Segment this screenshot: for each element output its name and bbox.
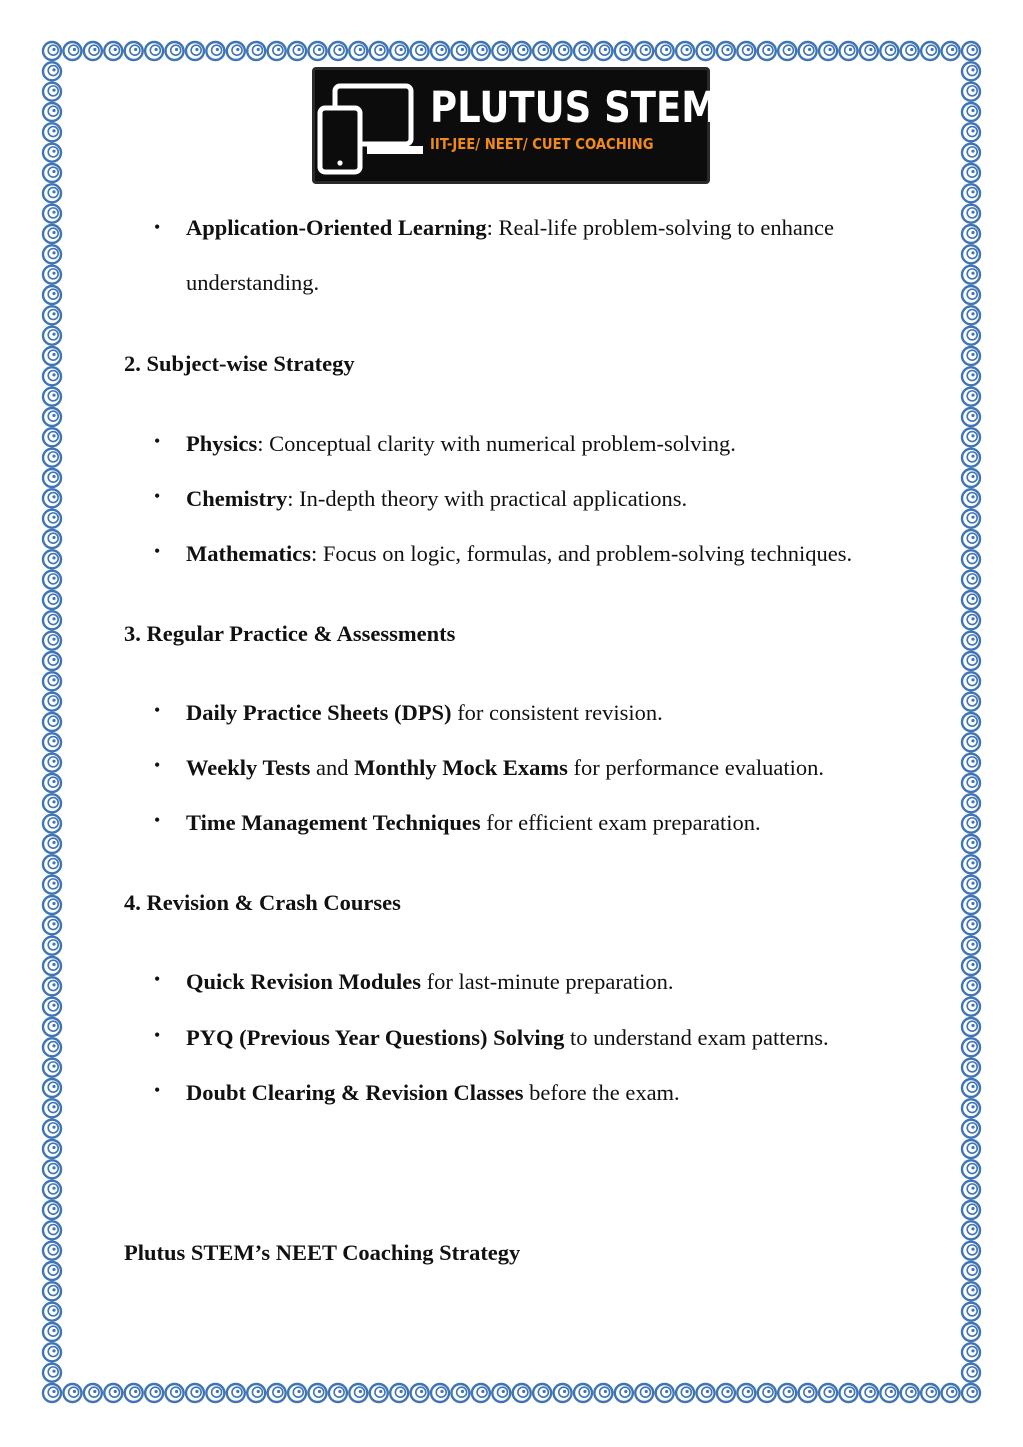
spiral-circle-icon (43, 550, 61, 568)
spiral-circle-icon (43, 367, 61, 385)
spiral-circle-icon (942, 1384, 960, 1402)
item-bold: PYQ (Previous Year Questions) Solving (186, 1025, 565, 1050)
spiral-circle-icon (288, 1384, 306, 1402)
spiral-circle-icon (43, 144, 61, 162)
spiral-circle-icon (43, 1262, 61, 1280)
spiral-circle-icon (635, 1384, 653, 1402)
spiral-circle-icon (43, 611, 61, 629)
spiral-circle-icon (43, 794, 61, 812)
spiral-circle-icon (390, 42, 408, 60)
spiral-circle-icon (962, 855, 980, 873)
spiral-circle-icon (962, 103, 980, 121)
spiral-circle-icon (43, 774, 61, 792)
spiral-circle-icon (962, 83, 980, 101)
spiral-circle-icon (43, 591, 61, 609)
spiral-circle-icon (962, 1140, 980, 1158)
item-text: : Conceptual clarity with numerical problem-solving. (257, 431, 736, 456)
spiral-circle-icon (43, 1303, 61, 1321)
spiral-circle-icon (43, 1059, 61, 1077)
spiral-circle-icon (43, 62, 61, 80)
spiral-circle-icon (962, 1221, 980, 1239)
spiral-circle-icon (43, 855, 61, 873)
spiral-circle-icon (125, 1384, 143, 1402)
spiral-circle-icon (533, 1384, 551, 1402)
bullet-icon: • (154, 541, 161, 561)
bullet-icon: • (154, 969, 161, 989)
spiral-circle-icon (962, 1323, 980, 1341)
spiral-circle-icon (839, 1384, 857, 1402)
spiral-circle-icon (962, 611, 980, 629)
spiral-circle-icon (962, 42, 980, 60)
spiral-circle-icon (962, 977, 980, 995)
spiral-circle-icon (166, 42, 184, 60)
spiral-circle-icon (962, 1079, 980, 1097)
spiral-circle-icon (43, 1038, 61, 1056)
spiral-circle-icon (880, 1384, 898, 1402)
spiral-circle-icon (962, 62, 980, 80)
spiral-circle-icon (43, 672, 61, 690)
footer-heading-neet-strategy: Plutus STEM’s NEET Coaching Strategy (124, 1240, 521, 1265)
spiral-circle-icon (43, 1160, 61, 1178)
bullet-icon: • (154, 1080, 161, 1100)
item-text-continued: understanding. (186, 270, 320, 295)
spiral-circle-icon (43, 652, 61, 670)
spiral-circle-icon (43, 1201, 61, 1219)
spiral-circle-icon (43, 916, 61, 934)
spiral-circle-icon (962, 408, 980, 426)
bullet-icon: • (154, 700, 161, 720)
spiral-circle-icon (962, 184, 980, 202)
spiral-circle-icon (799, 1384, 817, 1402)
spiral-circle-icon (329, 42, 347, 60)
spiral-circle-icon (43, 1018, 61, 1036)
spiral-circle-icon (962, 998, 980, 1016)
spiral-circle-icon (43, 510, 61, 528)
spiral-circle-icon (43, 835, 61, 853)
spiral-circle-icon (962, 205, 980, 223)
logo-title: PLUTUS STEM (430, 83, 719, 133)
spiral-circle-icon (962, 327, 980, 345)
spiral-circle-icon (206, 42, 224, 60)
section-heading-revision-crash: 4. Revision & Crash Courses (124, 890, 401, 915)
spiral-circle-icon (43, 83, 61, 101)
bullet-icon: • (154, 810, 161, 830)
spiral-circle-icon (43, 571, 61, 589)
spiral-circle-icon (513, 1384, 531, 1402)
item-text: to understand exam patterns. (564, 1025, 829, 1050)
spiral-circle-icon (43, 998, 61, 1016)
spiral-circle-icon (962, 1018, 980, 1036)
spiral-circle-icon (962, 1364, 980, 1382)
spiral-circle-icon (962, 550, 980, 568)
spiral-circle-icon (554, 1384, 572, 1402)
spiral-circle-icon (962, 957, 980, 975)
spiral-circle-icon (513, 42, 531, 60)
spiral-circle-icon (84, 1384, 102, 1402)
spiral-circle-icon (962, 652, 980, 670)
spiral-circle-icon (206, 1384, 224, 1402)
spiral-circle-icon (594, 42, 612, 60)
spiral-circle-icon (635, 42, 653, 60)
spiral-circle-icon (962, 1099, 980, 1117)
spiral-circle-icon (227, 42, 245, 60)
spiral-circle-icon (125, 42, 143, 60)
spiral-circle-icon (43, 469, 61, 487)
spiral-circle-icon (370, 42, 388, 60)
spiral-circle-icon (43, 632, 61, 650)
spiral-circle-icon (962, 449, 980, 467)
spiral-circle-icon (962, 164, 980, 182)
spiral-circle-icon (451, 1384, 469, 1402)
spiral-circle-icon (901, 1384, 919, 1402)
spiral-circle-icon (962, 937, 980, 955)
spiral-circle-icon (962, 144, 980, 162)
spiral-circle-icon (247, 42, 265, 60)
spiral-circle-icon (697, 1384, 715, 1402)
spiral-circle-icon (43, 815, 61, 833)
spiral-circle-icon (962, 713, 980, 731)
spiral-circle-icon (656, 42, 674, 60)
spiral-circle-icon (43, 876, 61, 894)
spiral-circle-icon (962, 367, 980, 385)
spiral-circle-icon (962, 835, 980, 853)
spiral-circle-icon (43, 754, 61, 772)
spiral-circle-icon (145, 42, 163, 60)
spiral-circle-icon (43, 896, 61, 914)
spiral-circle-icon (43, 1343, 61, 1361)
item-bold: Time Management Techniques (186, 810, 481, 835)
spiral-circle-icon (43, 1181, 61, 1199)
spiral-circle-icon (737, 42, 755, 60)
item-bold: Mathematics (186, 541, 311, 566)
spiral-circle-icon (43, 957, 61, 975)
spiral-circle-icon (901, 42, 919, 60)
item-bold-second: Monthly Mock Exams (354, 755, 568, 780)
spiral-circle-icon (962, 530, 980, 548)
spiral-circle-icon (819, 1384, 837, 1402)
spiral-circle-icon (43, 306, 61, 324)
spiral-circle-icon (43, 1282, 61, 1300)
spiral-circle-icon (574, 42, 592, 60)
spiral-circle-icon (186, 1384, 204, 1402)
spiral-circle-icon (472, 1384, 490, 1402)
bullet-icon: • (154, 431, 161, 451)
item-bold: Physics (186, 431, 258, 456)
spiral-circle-icon (717, 42, 735, 60)
spiral-circle-icon (43, 1079, 61, 1097)
spiral-circle-icon (349, 1384, 367, 1402)
spiral-circle-icon (962, 286, 980, 304)
section-heading-regular-practice: 3. Regular Practice & Assessments (124, 621, 456, 646)
spiral-circle-icon (43, 266, 61, 284)
spiral-circle-icon (962, 1384, 980, 1402)
spiral-circle-icon (962, 306, 980, 324)
spiral-circle-icon (43, 327, 61, 345)
spiral-circle-icon (758, 1384, 776, 1402)
spiral-circle-icon (860, 1384, 878, 1402)
spiral-circle-icon (43, 1242, 61, 1260)
spiral-circle-icon (962, 510, 980, 528)
spiral-circle-icon (962, 1120, 980, 1138)
spiral-circle-icon (962, 1038, 980, 1056)
spiral-circle-icon (43, 937, 61, 955)
spiral-circle-icon (962, 632, 980, 650)
spiral-circle-icon (349, 42, 367, 60)
spiral-circle-icon (492, 42, 510, 60)
spiral-circle-icon (962, 245, 980, 263)
spiral-circle-icon (411, 42, 429, 60)
spiral-circle-icon (268, 42, 286, 60)
spiral-circle-icon (554, 42, 572, 60)
spiral-circle-icon (43, 977, 61, 995)
spiral-circle-icon (227, 1384, 245, 1402)
spiral-circle-icon (451, 42, 469, 60)
spiral-circle-icon (43, 1099, 61, 1117)
spiral-circle-icon (43, 1120, 61, 1138)
spiral-circle-icon (288, 42, 306, 60)
spiral-circle-icon (758, 42, 776, 60)
spiral-circle-icon (962, 916, 980, 934)
spiral-circle-icon (962, 1059, 980, 1077)
spiral-circle-icon (43, 449, 61, 467)
spiral-circle-icon (921, 42, 939, 60)
spiral-circle-icon (656, 1384, 674, 1402)
spiral-circle-icon (166, 1384, 184, 1402)
spiral-circle-icon (574, 1384, 592, 1402)
spiral-circle-icon (962, 123, 980, 141)
spiral-circle-icon (43, 225, 61, 243)
spiral-circle-icon (717, 1384, 735, 1402)
spiral-circle-icon (63, 42, 81, 60)
item-bold: Quick Revision Modules (186, 969, 422, 994)
spiral-circle-icon (308, 42, 326, 60)
bullet-icon: • (154, 486, 161, 506)
spiral-circle-icon (43, 428, 61, 446)
spiral-circle-icon (962, 1343, 980, 1361)
spiral-circle-icon (676, 42, 694, 60)
spiral-circle-icon (962, 388, 980, 406)
bullet-icon: • (154, 217, 161, 237)
spiral-circle-icon (43, 184, 61, 202)
spiral-circle-icon (962, 1201, 980, 1219)
spiral-circle-icon (308, 1384, 326, 1402)
spiral-circle-icon (63, 1384, 81, 1402)
spiral-circle-icon (43, 713, 61, 731)
bullet-icon: • (154, 1025, 161, 1045)
item-text-mid: and (310, 755, 355, 780)
spiral-circle-icon (962, 754, 980, 772)
spiral-circle-icon (43, 733, 61, 751)
spiral-circle-icon (43, 1364, 61, 1382)
spiral-circle-icon (411, 1384, 429, 1402)
spiral-circle-icon (962, 693, 980, 711)
spiral-circle-icon (962, 266, 980, 284)
section-heading-subject-wise: 2. Subject-wise Strategy (124, 351, 355, 376)
spiral-circle-icon (962, 1303, 980, 1321)
spiral-circle-icon (594, 1384, 612, 1402)
plutus-stem-logo (312, 67, 719, 184)
spiral-circle-icon (431, 1384, 449, 1402)
item-bold: Weekly Tests (186, 755, 311, 780)
spiral-circle-icon (697, 42, 715, 60)
spiral-circle-icon (431, 42, 449, 60)
spiral-circle-icon (962, 571, 980, 589)
logo-subtitle: IIT-JEE/ NEET/ CUET COACHING (430, 135, 654, 153)
spiral-circle-icon (962, 1242, 980, 1260)
spiral-circle-icon (778, 42, 796, 60)
spiral-circle-icon (962, 489, 980, 507)
spiral-circle-icon (962, 469, 980, 487)
spiral-circle-icon (615, 42, 633, 60)
bullet-icon: • (154, 755, 161, 775)
spiral-circle-icon (43, 1140, 61, 1158)
spiral-circle-icon (962, 428, 980, 446)
spiral-circle-icon (962, 896, 980, 914)
spiral-circle-icon (799, 42, 817, 60)
spiral-circle-icon (737, 1384, 755, 1402)
spiral-circle-icon (43, 489, 61, 507)
spiral-circle-icon (43, 164, 61, 182)
item-text: for efficient exam preparation. (480, 810, 761, 835)
spiral-circle-icon (370, 1384, 388, 1402)
spiral-circle-icon (962, 225, 980, 243)
spiral-circle-icon (43, 286, 61, 304)
spiral-circle-icon (186, 42, 204, 60)
spiral-circle-icon (962, 876, 980, 894)
item-text: for last-minute preparation. (421, 969, 674, 994)
spiral-circle-icon (43, 123, 61, 141)
spiral-circle-icon (43, 205, 61, 223)
spiral-circle-icon (329, 1384, 347, 1402)
item-text: : Real-life problem-solving to enhance (486, 215, 835, 240)
spiral-circle-icon (145, 1384, 163, 1402)
spiral-circle-icon (921, 1384, 939, 1402)
spiral-circle-icon (43, 388, 61, 406)
item-text: for performance evaluation. (567, 755, 825, 780)
spiral-circle-icon (962, 815, 980, 833)
spiral-circle-icon (819, 42, 837, 60)
item-text: : In-depth theory with practical applications. (287, 486, 688, 511)
item-bold: Daily Practice Sheets (DPS) (186, 700, 452, 725)
spiral-circle-icon (268, 1384, 286, 1402)
spiral-circle-icon (962, 672, 980, 690)
spiral-circle-icon (839, 42, 857, 60)
spiral-circle-icon (615, 1384, 633, 1402)
spiral-circle-icon (104, 42, 122, 60)
item-bold: Chemistry (186, 486, 288, 511)
spiral-circle-icon (676, 1384, 694, 1402)
spiral-circle-icon (962, 1181, 980, 1199)
spiral-circle-icon (880, 42, 898, 60)
item-text: for consistent revision. (451, 700, 663, 725)
spiral-circle-icon (84, 42, 102, 60)
spiral-circle-icon (247, 1384, 265, 1402)
spiral-circle-icon (43, 1323, 61, 1341)
spiral-circle-icon (43, 1384, 61, 1402)
spiral-circle-icon (43, 530, 61, 548)
spiral-circle-icon (962, 733, 980, 751)
spiral-circle-icon (492, 1384, 510, 1402)
spiral-circle-icon (962, 794, 980, 812)
spiral-circle-icon (778, 1384, 796, 1402)
item-bold: Application-Oriented Learning (186, 215, 487, 240)
spiral-circle-icon (962, 1262, 980, 1280)
spiral-circle-icon (43, 103, 61, 121)
spiral-circle-icon (533, 42, 551, 60)
spiral-circle-icon (472, 42, 490, 60)
spiral-circle-icon (43, 347, 61, 365)
spiral-circle-icon (43, 1221, 61, 1239)
item-text: : Focus on logic, formulas, and problem-solving techniques. (310, 541, 853, 566)
spiral-circle-icon (43, 245, 61, 263)
spiral-circle-icon (43, 693, 61, 711)
item-bold: Doubt Clearing & Revision Classes (186, 1080, 524, 1105)
spiral-circle-icon (43, 408, 61, 426)
spiral-circle-icon (962, 1160, 980, 1178)
spiral-circle-icon (390, 1384, 408, 1402)
item-text: before the exam. (523, 1080, 680, 1105)
spiral-circle-icon (942, 42, 960, 60)
spiral-circle-icon (962, 774, 980, 792)
spiral-circle-icon (962, 1282, 980, 1300)
spiral-circle-icon (962, 347, 980, 365)
spiral-circle-icon (962, 591, 980, 609)
spiral-circle-icon (104, 1384, 122, 1402)
spiral-circle-icon (43, 42, 61, 60)
spiral-circle-icon (860, 42, 878, 60)
